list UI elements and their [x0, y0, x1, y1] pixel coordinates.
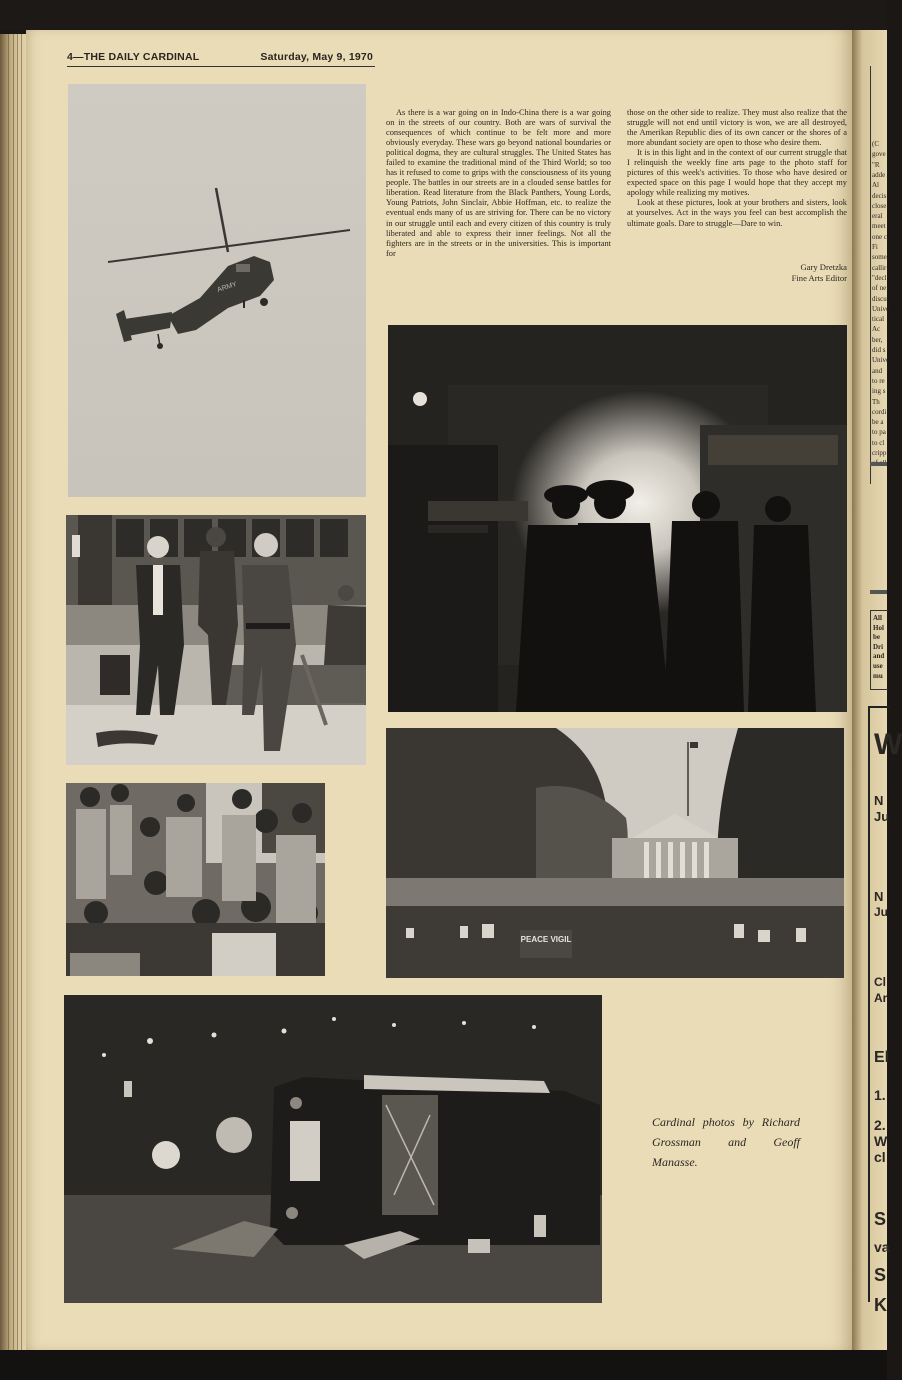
adjacent-page-edge: [852, 30, 902, 1350]
adjacent-ad-fragment: 1.: [874, 1087, 886, 1103]
adjacent-page-line: Th: [872, 397, 880, 406]
adjacent-page-line: cripp: [872, 449, 887, 457]
article-paragraph: As there is a war going on in Indo-China there is a war going on in the streets of our country. Both are wars of survival the consequences of which continue to be felt more and more obviously everyday. These wars go beyond national boundaries or political dogma, they are cultural struggles. The United States has failed to examine the traditional mind of the Third World; so too has it refused to come to grips with the consciousness of its young people. The battles in our streets are in a clouded sense battles for liberation. Read literature from the Black Panthers, Young Lords, Young Patriots, John Sinclair, Abbie Hoffman, etc. to realize the eventual ends many of us are striving for. There can be no victory in our struggle until each and every citizen of this country is truly liberated and able to express their inner feelings. Not all the fighters are in the streets or in the universities. This is important for: [386, 108, 611, 258]
adjacent-ad-fragment: 2.: [874, 1117, 886, 1133]
adjacent-page-line: to re: [872, 376, 885, 385]
adjacent-ad-fragment: va: [874, 1239, 890, 1255]
adjacent-page-line: (C: [872, 140, 879, 148]
adjacent-page-line: "R: [872, 160, 880, 169]
adjacent-ad-fragment: Cl: [874, 975, 886, 989]
adjacent-box-line: mu: [873, 671, 883, 680]
adjacent-ad-fragment: N: [874, 793, 884, 808]
adjacent-page-line: to cl: [872, 438, 885, 447]
scan-top-margin: [0, 0, 887, 30]
adjacent-box-line: use: [873, 662, 883, 670]
adjacent-page-line: Unive: [872, 356, 890, 365]
article-paragraph: Look at these pictures, look at your brothers and sisters, look at yourselves. Act in the ways you feel can best accomplish the ultimate goals. Dare to struggle—Dare to win.: [627, 198, 847, 228]
adjacent-page-line: to pa: [872, 428, 886, 437]
adjacent-page-line: adde: [872, 170, 886, 179]
adjacent-page-line: discu: [872, 294, 887, 303]
adjacent-page-line: Unive: [872, 304, 890, 313]
adjacent-page-line: tical: [872, 315, 885, 324]
adjacent-page-line: Ac: [872, 325, 881, 334]
adjacent-page-line: did s: [872, 346, 886, 354]
adjacent-page-line: callir: [872, 263, 887, 272]
adjacent-ad-fragment: N: [874, 889, 884, 904]
adjacent-box-line: Dri: [873, 642, 884, 651]
adjacent-page-line: "decl: [872, 273, 887, 282]
issue-date: Saturday, May 9, 1970: [260, 51, 373, 63]
article-paragraph: those on the other side to realize. They must also realize that the struggle will not end until victory is won, we are all destroyed, the Amerikan Republic dies of its own cancer or the shores of a more abundant society are open to those who desire them.: [627, 108, 847, 148]
adjacent-page-line: be a: [872, 418, 884, 427]
photo-helicopter: [68, 84, 366, 497]
scan-bottom-margin: [0, 1350, 887, 1380]
adjacent-page-line: decis: [872, 191, 887, 200]
adjacent-page-line: cordi: [872, 407, 887, 416]
photo-credit-caption: Cardinal photos by Richard Grossman and Geoff Manasse.: [652, 1115, 800, 1169]
adjacent-ad-fragment: S: [874, 1265, 887, 1285]
adjacent-ad-fragment: El: [874, 1049, 890, 1066]
adjacent-box-line: Hol: [873, 623, 884, 632]
vigil-sign: PEACE VIGIL: [520, 935, 572, 944]
adjacent-page-line: ing s: [872, 387, 886, 396]
adjacent-ad-fragment: S: [874, 1209, 887, 1229]
adjacent-box-line: All: [873, 614, 882, 622]
adjacent-page-line: one c: [872, 232, 887, 241]
page-header: [67, 50, 375, 67]
adjacent-ad-fragment: Ju: [874, 809, 890, 824]
page-number-masthead: 4—THE DAILY CARDINAL: [67, 51, 200, 63]
adjacent-page-line: of ne: [872, 284, 887, 293]
article-column-2: [627, 108, 847, 229]
adjacent-page-line: Al: [872, 181, 879, 190]
photo-fire-silhouettes: [388, 325, 847, 712]
adjacent-page-line: and: [872, 366, 883, 375]
byline: [700, 262, 847, 283]
binding-edge: [0, 34, 26, 1350]
helicopter-marking: ARMY: [216, 280, 238, 294]
photo-crowd-closeup: [66, 783, 325, 976]
photo-overturned-bus: [64, 995, 602, 1303]
adjacent-page-line: ber,: [872, 335, 883, 344]
adjacent-box-line: and: [873, 652, 885, 661]
photo-police-escort: [66, 515, 366, 765]
adjacent-ad-fragment: W: [874, 1133, 888, 1149]
adjacent-page-line: Fi: [872, 243, 878, 251]
photo-peace-vigil: [386, 728, 844, 978]
article-column-1: [386, 108, 611, 259]
adjacent-ad-fragment: W: [874, 728, 902, 761]
adjacent-page-line: meet: [872, 222, 886, 231]
adjacent-box-line: be: [873, 633, 880, 642]
adjacent-ad-fragment: Ar: [874, 991, 888, 1005]
adjacent-ad-fragment: cl: [874, 1149, 886, 1165]
article-paragraph: It is in this light and in the context of our current struggle that I relinquish the weekly fine arts page to the photo staff for pictures of this week's activities. To those who have desired or expected space on this page I would hope that they accept my apology while realizing my motives.: [627, 148, 847, 198]
adjacent-page-line: eral: [872, 212, 883, 221]
adjacent-ad-fragment: Ju: [874, 905, 889, 919]
adjacent-ad-fragment: K: [874, 1295, 887, 1315]
adjacent-page-line: some: [872, 253, 887, 262]
author-name: Gary Dretzka: [800, 262, 847, 272]
author-title: Fine Arts Editor: [791, 272, 847, 283]
adjacent-page-line: close: [872, 201, 887, 210]
adjacent-page-line: gove: [872, 150, 886, 159]
